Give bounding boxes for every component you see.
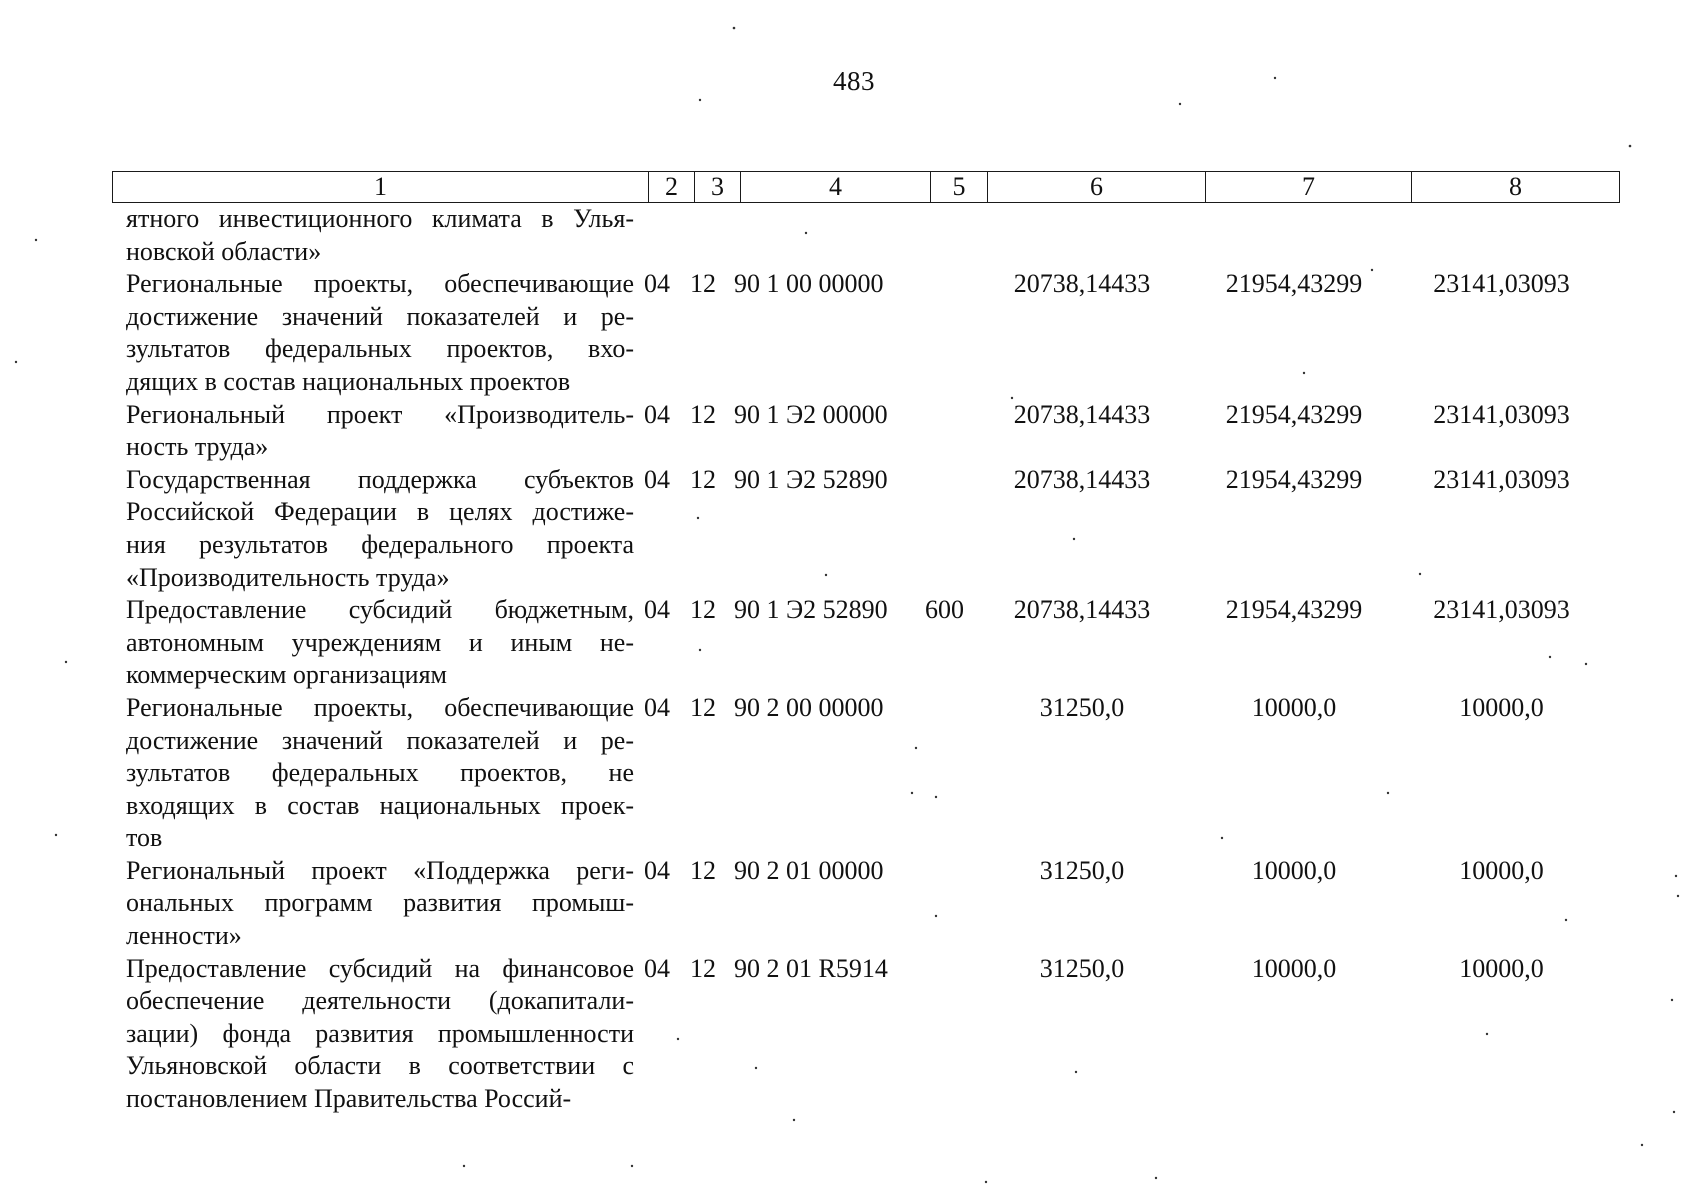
amount-year-1: 20738,14433 bbox=[1013, 399, 1151, 429]
target-item-code: 90 2 00 00000 bbox=[734, 692, 884, 722]
subsection-code: 12 bbox=[690, 953, 716, 983]
subsection-code: 12 bbox=[690, 464, 716, 494]
row-description bbox=[112, 692, 634, 855]
description-line: Ульяновской области в соответствии с bbox=[126, 1051, 634, 1081]
column-header-table bbox=[112, 171, 1620, 203]
subsection-code: 12 bbox=[690, 595, 716, 625]
table-row bbox=[112, 464, 1619, 594]
expense-type-code bbox=[916, 464, 973, 594]
expense-type-code bbox=[916, 399, 973, 464]
row-description bbox=[112, 855, 634, 953]
target-item-code: 90 1 Э2 52890 bbox=[734, 595, 888, 625]
column-header-3: 3 bbox=[695, 172, 741, 203]
description-line: зации) фонда развития промышленности bbox=[126, 1018, 634, 1048]
amount-year-3: 10000,0 bbox=[1459, 692, 1544, 722]
row-description bbox=[112, 203, 634, 268]
section-code: 04 bbox=[644, 595, 670, 625]
target-item-code bbox=[726, 203, 916, 268]
table-row bbox=[112, 268, 1619, 398]
amount-year-2: 10000,0 bbox=[1251, 855, 1337, 885]
amount-year-3: 23141,03093 bbox=[1433, 399, 1570, 429]
description-line: «Производительность труда» bbox=[126, 562, 450, 592]
section-code: 04 bbox=[644, 953, 670, 983]
description-line: ятного инвестиционного климата в Улья- bbox=[126, 204, 634, 233]
table-row bbox=[112, 203, 1619, 268]
expense-type-code: 600 bbox=[925, 595, 964, 625]
description-line: тов bbox=[126, 823, 163, 853]
description-line: ональных программ развития промыш- bbox=[126, 888, 634, 918]
amount-year-3: 10000,0 bbox=[1459, 855, 1544, 885]
expense-type-code bbox=[916, 268, 973, 398]
amount-year-2: 21954,43299 bbox=[1225, 464, 1363, 494]
amount-year-2: 21954,43299 bbox=[1225, 269, 1363, 299]
target-item-code: 90 1 Э2 52890 bbox=[734, 464, 888, 494]
column-header-2: 2 bbox=[649, 172, 695, 203]
amount-year-2 bbox=[1191, 203, 1397, 268]
target-item-code: 90 1 00 00000 bbox=[734, 269, 884, 299]
table-row bbox=[112, 953, 1619, 1116]
target-item-code: 90 2 01 R5914 bbox=[734, 953, 888, 983]
expense-type-code bbox=[916, 855, 973, 953]
description-line: коммерческим организациям bbox=[126, 660, 448, 690]
description-line: зультатов федеральных проектов, не bbox=[126, 758, 634, 788]
description-line: обеспечение деятельности (докапитали- bbox=[126, 986, 634, 1016]
description-line: достижение значений показателей и ре- bbox=[126, 725, 634, 755]
table-row bbox=[112, 855, 1619, 953]
description-line: ния результатов федерального проекта bbox=[126, 529, 634, 559]
description-line: Региональные проекты, обеспечивающие bbox=[126, 692, 634, 722]
amount-year-3: 23141,03093 bbox=[1433, 595, 1570, 625]
amount-year-2: 10000,0 bbox=[1251, 953, 1337, 983]
amount-year-2: 21954,43299 bbox=[1225, 399, 1363, 429]
description-line: ность труда» bbox=[126, 432, 269, 462]
column-header-5: 5 bbox=[931, 172, 988, 203]
section-code: 04 bbox=[644, 855, 670, 885]
row-description bbox=[112, 268, 634, 398]
description-line: Региональные проекты, обеспечивающие bbox=[126, 269, 634, 299]
subsection-code: 12 bbox=[690, 269, 716, 299]
description-line: ленности» bbox=[126, 921, 242, 951]
row-description bbox=[112, 953, 634, 1116]
description-line: Предоставление субсидий бюджетным, bbox=[126, 595, 634, 625]
description-line: дящих в состав национальных проектов bbox=[126, 366, 571, 396]
amount-year-1: 31250,0 bbox=[1039, 692, 1125, 722]
section-code: 04 bbox=[644, 464, 670, 494]
section-code bbox=[634, 203, 680, 268]
row-description bbox=[112, 594, 634, 692]
column-header-1: 1 bbox=[113, 172, 649, 203]
subsection-code: 12 bbox=[690, 855, 716, 885]
subsection-code bbox=[680, 203, 726, 268]
amount-year-1: 20738,14433 bbox=[1013, 269, 1151, 299]
amount-year-1: 31250,0 bbox=[1039, 855, 1125, 885]
target-item-code: 90 2 01 00000 bbox=[734, 855, 884, 885]
description-line: Региональный проект «Производитель- bbox=[126, 399, 634, 429]
amount-year-3: 23141,03093 bbox=[1433, 269, 1570, 299]
description-line: зультатов федеральных проектов, вхо- bbox=[126, 334, 634, 364]
row-description bbox=[112, 399, 634, 464]
description-line: Российской Федерации в целях достиже- bbox=[126, 497, 634, 527]
table-row bbox=[112, 594, 1619, 692]
expense-type-code bbox=[916, 953, 973, 1116]
column-header-6: 6 bbox=[988, 172, 1206, 203]
section-code: 04 bbox=[644, 692, 670, 722]
description-line: Государственная поддержка субъектов bbox=[126, 464, 634, 494]
target-item-code: 90 1 Э2 00000 bbox=[734, 399, 888, 429]
amount-year-1 bbox=[973, 203, 1191, 268]
section-code: 04 bbox=[644, 399, 670, 429]
amount-year-2: 10000,0 bbox=[1251, 692, 1337, 722]
description-line: достижение значений показателей и ре- bbox=[126, 301, 634, 331]
description-line: Региональный проект «Поддержка реги- bbox=[126, 855, 634, 885]
amount-year-1: 31250,0 bbox=[1039, 953, 1125, 983]
description-line: постановлением Правительства Россий- bbox=[126, 1084, 572, 1114]
amount-year-2: 21954,43299 bbox=[1225, 595, 1363, 625]
amount-year-1: 20738,14433 bbox=[1013, 595, 1151, 625]
table-row bbox=[112, 399, 1619, 464]
description-line: автономным учреждениям и иным не- bbox=[126, 627, 634, 657]
description-line: новской области» bbox=[126, 236, 322, 266]
expense-type-code bbox=[916, 203, 973, 268]
section-code: 04 bbox=[644, 269, 670, 299]
amount-year-3: 10000,0 bbox=[1459, 953, 1544, 983]
description-line: Предоставление субсидий на финансовое bbox=[126, 953, 634, 983]
amount-year-1: 20738,14433 bbox=[1013, 464, 1151, 494]
column-header-8: 8 bbox=[1412, 172, 1620, 203]
description-line: входящих в состав национальных проек- bbox=[126, 790, 634, 820]
amount-year-3: 23141,03093 bbox=[1433, 464, 1570, 494]
expense-type-code bbox=[916, 692, 973, 855]
row-description bbox=[112, 464, 634, 594]
page-number: 483 bbox=[833, 66, 875, 96]
subsection-code: 12 bbox=[690, 692, 716, 722]
table-row bbox=[112, 692, 1619, 855]
budget-table-body bbox=[112, 203, 1619, 1116]
column-header-4: 4 bbox=[741, 172, 931, 203]
column-header-7: 7 bbox=[1206, 172, 1412, 203]
subsection-code: 12 bbox=[690, 399, 716, 429]
amount-year-3 bbox=[1397, 203, 1606, 268]
column-header-row bbox=[113, 172, 1620, 203]
